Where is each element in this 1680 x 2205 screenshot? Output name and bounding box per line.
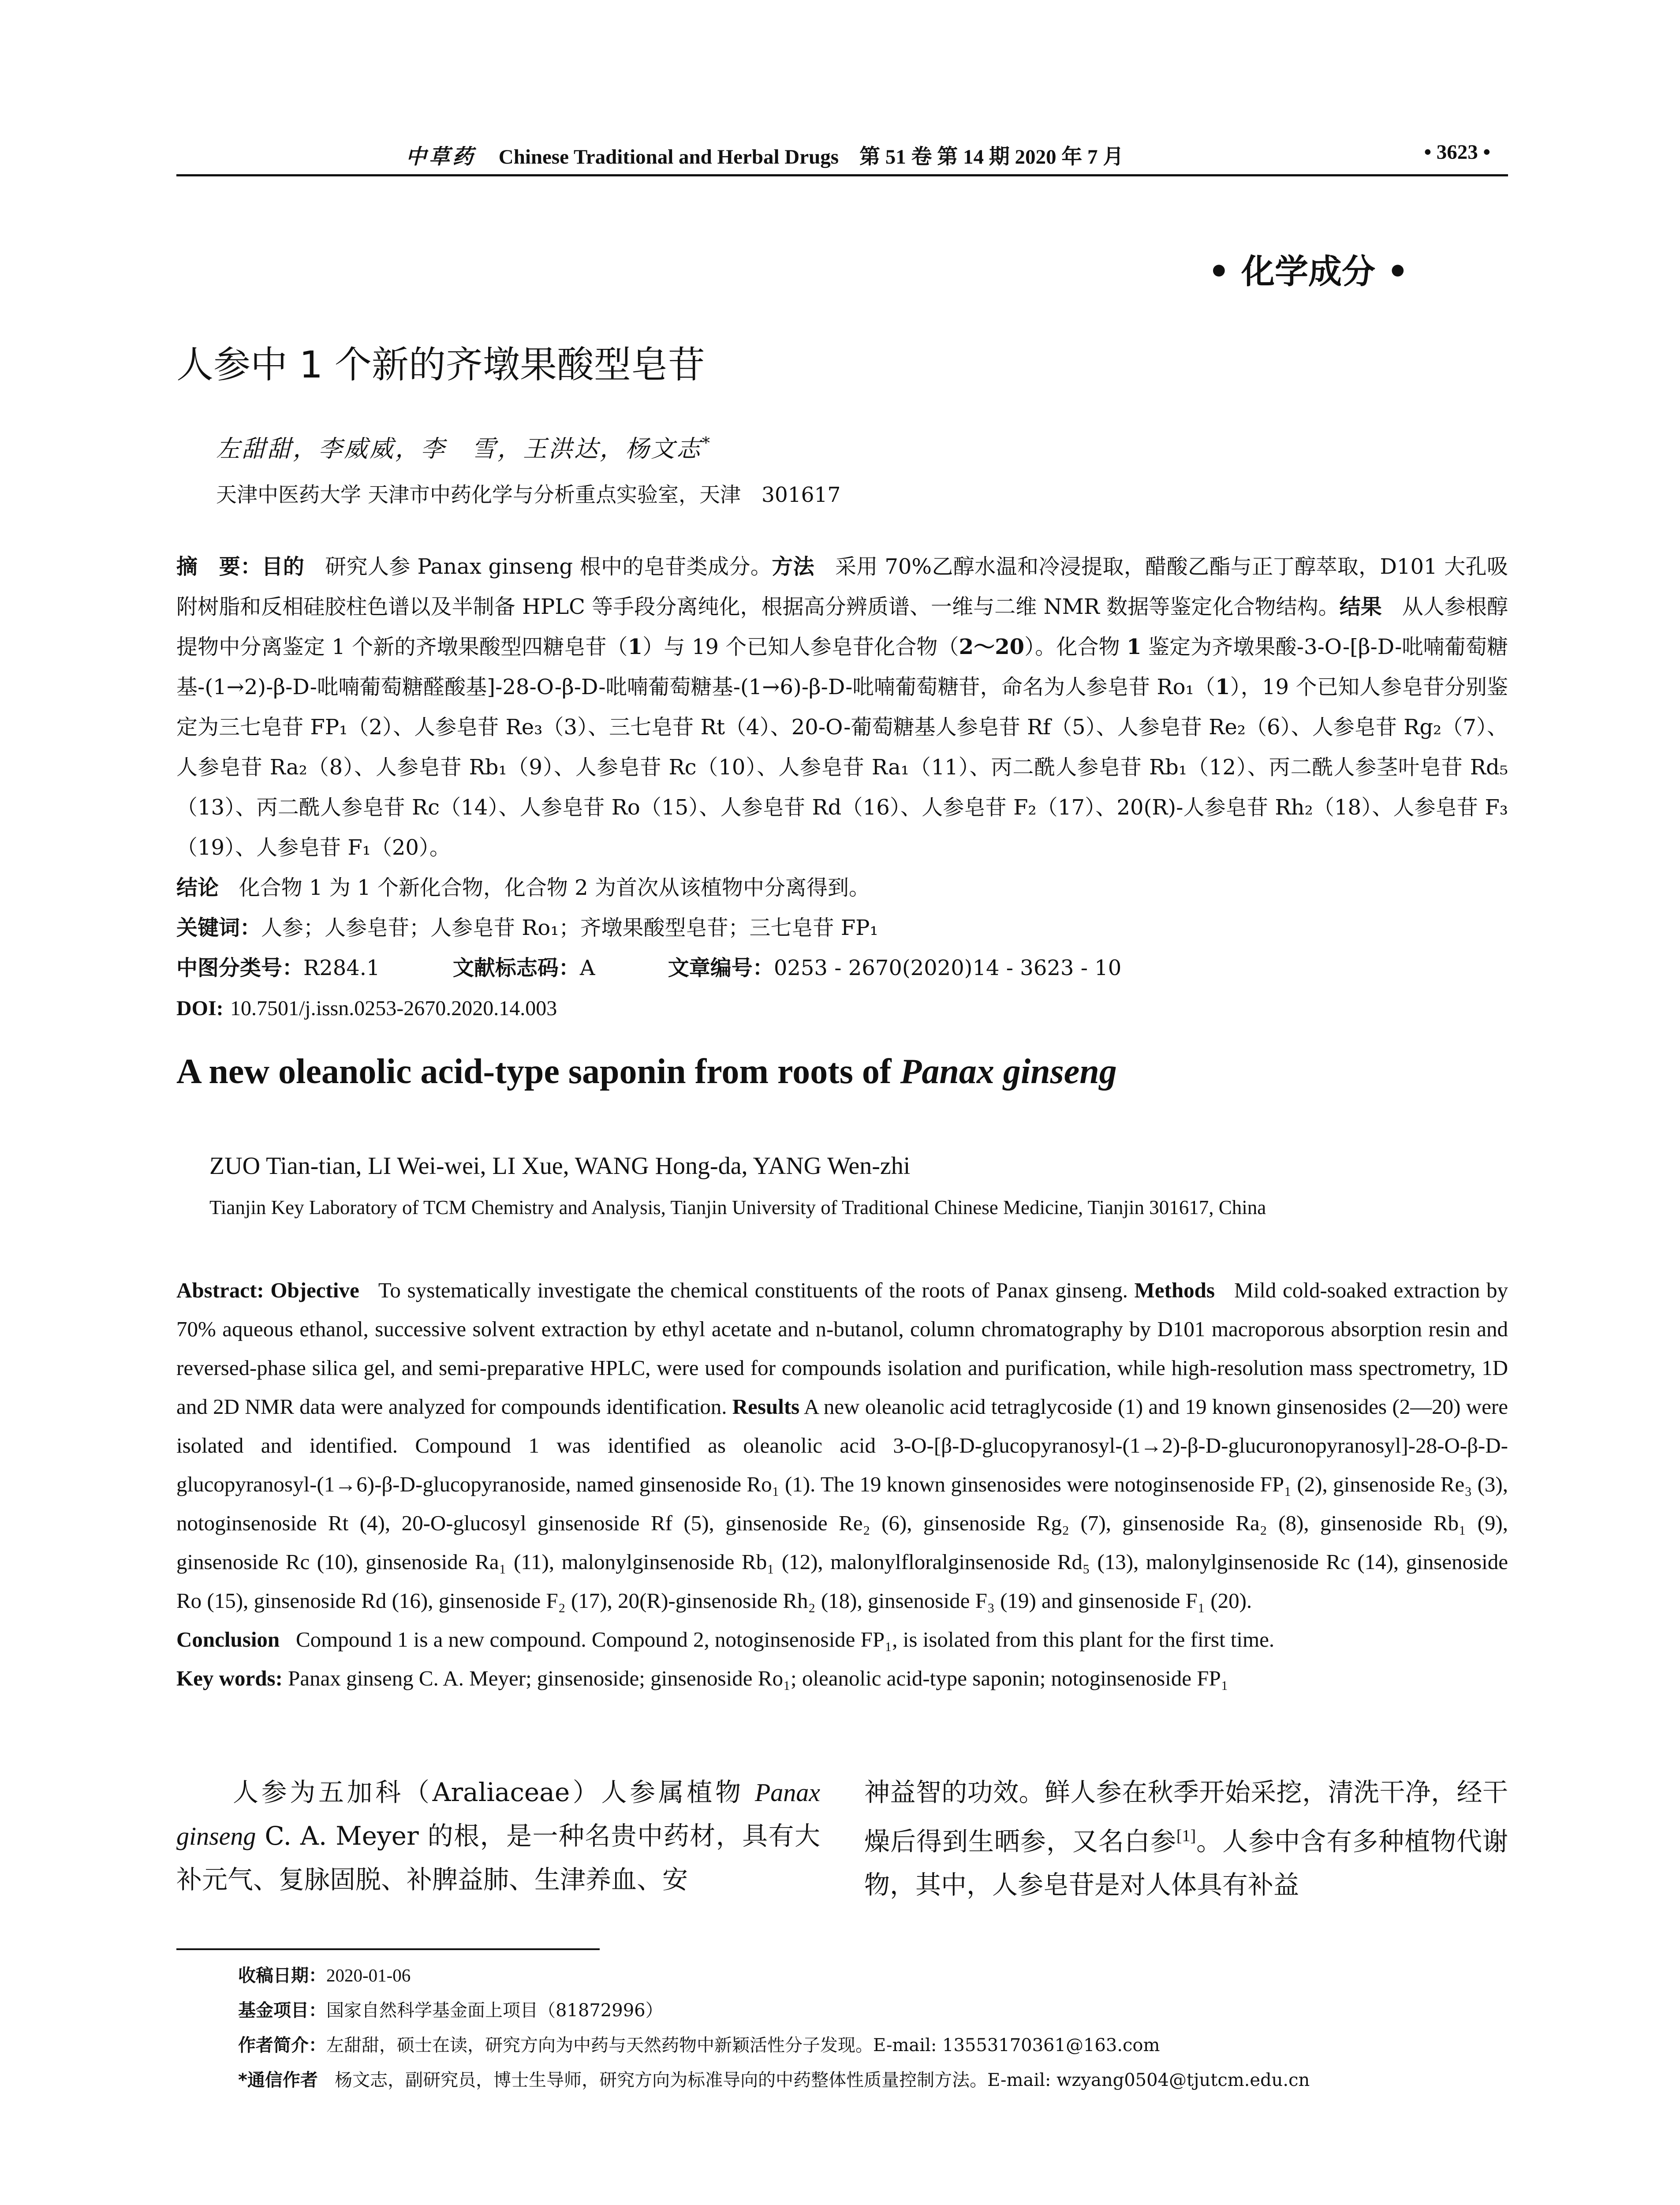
methods-text: 采用 70%乙醇水温和冷浸提取，醋酸乙酯与正丁醇萃取，D101 大孔吸附树脂和反相硅胶柱色谱以及半制备 HPLC 等手段分离纯化，根据高分辨质谱、一维与二维 NMR 数据等鉴定化合物结构。: [176, 554, 1508, 619]
conclusion-en-label: Conclusion: [176, 1627, 280, 1652]
keywords-text: 人参；人参皂苷；人参皂苷 Ro₁；齐墩果酸型皂苷；三七皂苷 FP₁: [261, 916, 878, 940]
results-text-e: ），19 个已知人参皂苷分别鉴定为三七皂苷 FP₁（2）、人参皂苷 Re₃（3）、三七皂苷 Rt（4）、20-O-葡萄糖基人参皂苷 Rf（5）、人参皂苷 Re₂（6）、人参皂苷 Rg₂（7）、人参皂苷 Ra₂（8）、人参皂苷 Rb₁（9）、人参皂苷 Rc（10）、人参皂苷 Ra₁（11）、丙二酰人参皂苷 Rb₁（12）、丙二酰人参茎叶皂苷 Rd₅（13）、丙二酰人参皂苷 Rc（14）、人参皂苷 Ro（15）、人参皂苷 Rd（16）、人参皂苷 F₂（17）、20(R)-人参皂苷 Rh₂（18）、人参皂苷 F₃（19）、人参皂苷 F₁（20）。: [176, 675, 1508, 860]
body-left-text-a: 人参为五加科（Araliaceae）人参属植物: [233, 1777, 744, 1807]
doc-code-label: 文献标志码：: [452, 956, 580, 980]
english-abstract: [176, 1271, 1508, 1698]
header-rule: [176, 174, 1508, 176]
objective-text: 研究人参 Panax ginseng 根中的皂苷类成分。: [325, 554, 772, 579]
fund-text: 国家自然科学基金面上项目（81872996）: [326, 2000, 663, 2021]
journal-logo: 中草药: [406, 145, 476, 169]
keywords-en-text: Panax ginseng C. A. Meyer; ginsenoside; ginsenoside Ro₁; oleanolic acid-type saponin; notoginsenoside FP₁: [288, 1666, 1228, 1690]
objective-label: 目的: [261, 554, 305, 579]
journal-name-en: Chinese Traditional and Herbal Drugs: [498, 146, 839, 168]
english-authors: ZUO Tian-tian, LI Wei-wei, LI Xue, WANG Hong-da, YANG Wen-zhi: [209, 1152, 911, 1180]
body-column-right: [864, 1771, 1508, 1907]
section-label: • 化学成分 •: [1208, 252, 1409, 291]
results-text-c: ）。化合物: [1024, 635, 1120, 659]
results-en-label: Results: [732, 1394, 800, 1419]
corresponding-mark: *: [702, 434, 712, 452]
results-en-text: A new oleanolic acid tetraglycoside (1) and 19 known ginsenosides (2—20) were isolated and identified. Compound 1 was identified as oleanolic acid 3-O-[β-D-glucopyranosyl-(1→2)-β-D-glucuronopyranosyl]-28-O-β-D-glucopyranosyl-(1→6)-β-D-glucopyranoside, named ginsenoside Ro₁ (1). The 19 known ginsenosides were notoginsenoside FP₁ (2), ginsenoside Re₃ (3), notoginsenoside Rt (4), 20-O-glucosyl ginsenoside Rf (5), ginsenoside Re₂ (6), ginsenoside Rg₂ (7), ginsenoside Ra₂ (8), ginsenoside Rb₁ (9), ginsenoside Rc (10), ginsenoside Ra₁ (11), malonylginsenoside Rb₁ (12), malonylfloralginsenoside Rd₅ (13), malonylginsenoside Rc (14), ginsenoside Ro (15), ginsenoside Rd (16), ginsenoside F₂ (17), 20(R)-ginsenoside Rh₂ (18), ginsenoside F₃ (19) and ginsenoside F₁ (20).: [176, 1394, 1508, 1613]
compound-range: 2～20: [959, 635, 1025, 659]
body-left-species: Panax ginseng: [176, 1778, 820, 1850]
doc-code-value: A: [579, 956, 595, 980]
chinese-title: 人参中 1 个新的齐墩果酸型皂苷: [176, 343, 705, 386]
english-title-text: A new oleanolic acid-type saponin from roots of: [176, 1052, 892, 1091]
keywords-label: 关键词：: [176, 916, 261, 940]
footnote-rule: [176, 1948, 600, 1950]
abstract-en-label: Abstract:: [176, 1278, 264, 1302]
compound-number: 1: [1215, 675, 1230, 699]
conclusion-label: 结论: [176, 875, 219, 900]
running-header-center: [406, 140, 1124, 170]
chinese-affiliation: 天津中医药大学 天津市中药化学与分析重点实验室，天津 301617: [216, 483, 841, 507]
classification-line: [176, 956, 1121, 980]
doi-line: [176, 996, 557, 1020]
corresponding-label: *通信作者: [238, 2070, 318, 2090]
results-label: 结果: [1339, 594, 1382, 619]
body-right-text-b: 。人参中含有多种植物代谢物，其中，人参皂苷是对人体具有补益: [864, 1826, 1508, 1900]
methods-label: 方法: [772, 554, 814, 579]
footnote-received: [238, 1958, 1508, 1993]
doi-link[interactable]: 10.7501/j.issn.0253-2670.2020.14.003: [230, 997, 557, 1020]
footnote-bio: [238, 2028, 1508, 2063]
bio-label: 作者简介：: [238, 2035, 326, 2056]
footnotes: [238, 1958, 1508, 2098]
results-text-a: 从人参根醇提物中分离鉴定 1 个新的齐墩果酸型四糖皂苷（: [176, 594, 1508, 659]
citation-ref[interactable]: [1]: [1176, 1827, 1196, 1845]
keywords-en-label: Key words:: [176, 1666, 283, 1690]
keywords-line: [176, 916, 878, 940]
body-column-left: [176, 1771, 820, 1902]
abstract-label: 摘 要：: [176, 554, 262, 579]
received-date: 2020-01-06: [326, 1965, 411, 1985]
objective-en-label: Objective: [270, 1278, 359, 1302]
compound-number: 1: [627, 635, 643, 659]
body-right-text-a: 神益智的功效。鲜人参在秋季开始采挖，清洗干净，经干燥后得到生晒参，又名白参: [864, 1777, 1508, 1857]
body-left-text-b: C. A. Meyer 的根，是一种名贵中药材，具有大补元气、复脉固脱、补脾益肺、生津养血、安: [176, 1821, 820, 1895]
english-affiliation: Tianjin Key Laboratory of TCM Chemistry and Analysis, Tianjin University of Traditional Chinese Medicine, Tianjin 301617, China: [209, 1196, 1266, 1218]
corresponding-text: 杨文志，副研究员，博士生导师，研究方向为标准导向的中药整体性质量控制方法。E-mail: wzyang0504@tjutcm.edu.cn: [335, 2070, 1310, 2090]
footnote-corresponding: [238, 2063, 1508, 2098]
page-number: • 3623 •: [1424, 141, 1490, 164]
chinese-abstract: [176, 547, 1508, 1028]
english-title: [176, 1052, 1117, 1092]
objective-en-text: To systematically investigate the chemical constituents of the roots of Panax ginseng.: [378, 1278, 1128, 1302]
running-header: [176, 140, 1508, 171]
methods-en-text: Mild cold-soaked extraction by 70% aqueous ethanol, successive solvent extraction by ethyl acetate and n-butanol, column chromatography by D101 macroporous absorption resin and reversed-phase silica gel, and semi-preparative HPLC, were used for compounds isolation and purification, while high-resolution mass spectrometry, 1D and 2D NMR data were analyzed for compounds identification.: [176, 1278, 1508, 1419]
issue-info: 第 51 卷 第 14 期 2020 年 7 月: [859, 146, 1124, 168]
conclusion-en-text: Compound 1 is a new compound. Compound 2, notoginsenoside FP₁, is isolated from this plant for the first time.: [295, 1627, 1275, 1652]
received-label: 收稿日期：: [238, 1966, 326, 1986]
clc-label: 中图分类号：: [176, 956, 304, 980]
article-no-label: 文章编号：: [668, 956, 774, 980]
clc-value: R284.1: [303, 956, 380, 980]
bio-text: 左甜甜，硕士在读，研究方向为中药与天然药物中新颖活性分子发现。E-mail: 13553170361@163.com: [326, 2035, 1160, 2056]
english-title-species: Panax ginseng: [900, 1052, 1117, 1091]
doi-label: DOI:: [176, 997, 224, 1020]
article-no-value: 0253 - 2670(2020)14 - 3623 - 10: [773, 956, 1122, 980]
conclusion-text: 化合物 1 为 1 个新化合物，化合物 2 为首次从该植物中分离得到。: [239, 875, 870, 900]
compound-number: 1: [1127, 635, 1142, 659]
chinese-author-list: 左甜甜，李威威，李 雪，王洪达，杨文志: [216, 435, 702, 463]
footnote-fund: [238, 1993, 1508, 2028]
results-text-b: ）与 19 个已知人参皂苷化合物（: [642, 635, 959, 659]
results-text-d: 鉴定为齐墩果酸-3-O-[β-D-吡喃葡萄糖基-(1→2)-β-D-吡喃葡萄糖醛酸基]-28-O-β-D-吡喃葡萄糖基-(1→6)-β-D-吡喃葡萄糖苷，命名为人参皂苷 Ro₁（: [176, 635, 1508, 699]
fund-label: 基金项目：: [238, 2000, 326, 2021]
methods-en-label: Methods: [1134, 1278, 1215, 1302]
chinese-authors: [216, 430, 712, 464]
